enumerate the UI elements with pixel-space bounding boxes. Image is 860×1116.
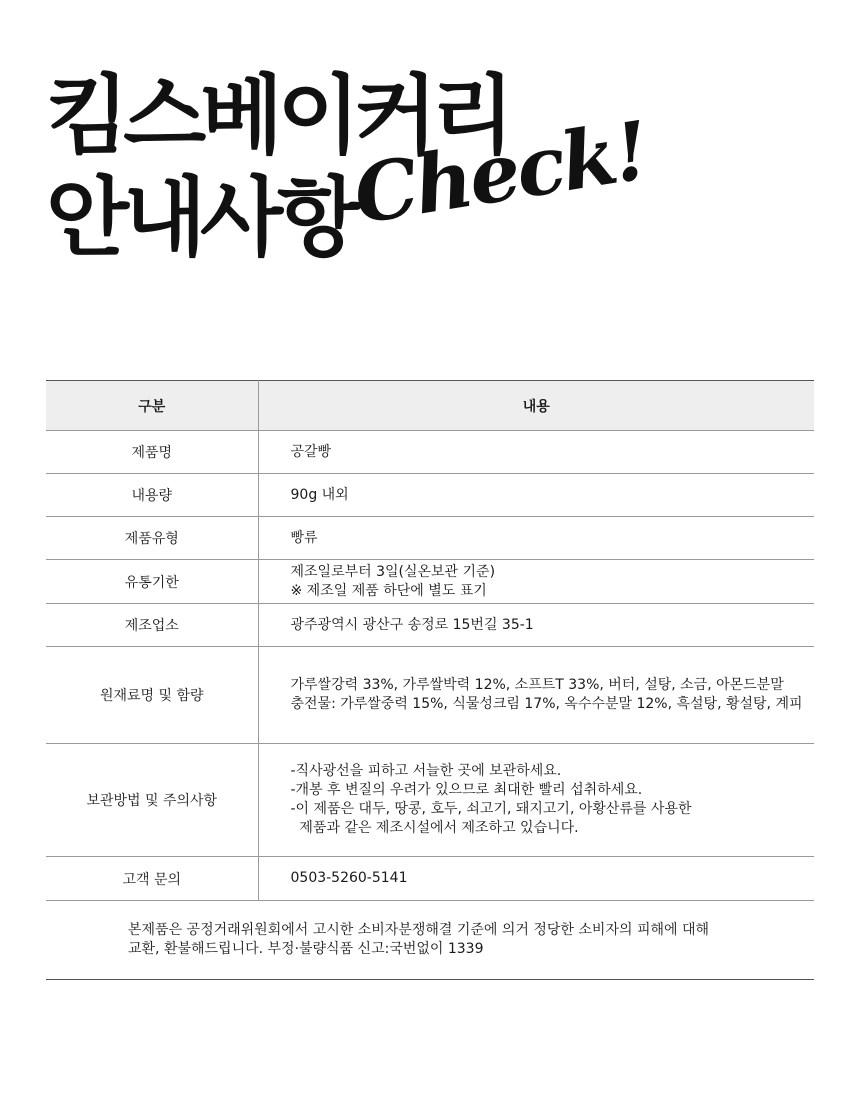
column-header-category: 구분	[46, 381, 258, 431]
table-row	[46, 517, 814, 560]
table-row	[46, 431, 814, 474]
row-value: 가루쌀강력 33%, 가루쌀박력 12%, 소프트T 33%, 버터, 설탕, 소금, 아몬드분말 충전물: 가루쌀중력 15%, 식물성크림 17%, 옥수수분말 12%, 흑설탕, 황설탕, 계피	[258, 647, 814, 744]
row-value: 90g 내외	[258, 474, 814, 517]
refund-notice-text: 본제품은 공정거래위원회에서 고시한 소비자분쟁해결 기준에 의거 정당한 소비자의 피해에 대해 교환, 환불해드립니다. 부정·불량식품 신고:국번없이 1339	[46, 901, 814, 980]
row-label: 유통기한	[46, 560, 258, 604]
row-value: 광주광역시 광산구 송정로 15번길 35-1	[258, 604, 814, 647]
table-row	[46, 560, 814, 604]
row-label: 고객 문의	[46, 857, 258, 901]
table-row	[46, 474, 814, 517]
table-row	[46, 857, 814, 901]
row-value: 제조일로부터 3일(실온보관 기준) ※ 제조일 제품 하단에 별도 표기	[258, 560, 814, 604]
product-info-table	[46, 380, 814, 980]
column-header-content: 내용	[258, 381, 814, 431]
page-title-line-1: 킴스베이커리	[46, 66, 509, 166]
row-value: -직사광선을 피하고 서늘한 곳에 보관하세요. -개봉 후 변질의 우려가 있으므로 최대한 빨리 섭취하세요. -이 제품은 대두, 땅콩, 호두, 쇠고기, 돼지고기, 아황산류를 사용한 제품과 같은 제조시설에서 제조하고 있습니다.	[258, 744, 814, 857]
row-value: 공갈빵	[258, 431, 814, 474]
check-script-text: Check!	[347, 103, 653, 242]
row-label: 제조업소	[46, 604, 258, 647]
table-header-row	[46, 381, 814, 431]
row-value: 0503-5260-5141	[258, 857, 814, 901]
table-row	[46, 744, 814, 857]
table-row	[46, 647, 814, 744]
row-value: 빵류	[258, 517, 814, 560]
row-label: 제품명	[46, 431, 258, 474]
table-row	[46, 604, 814, 647]
row-label: 보관방법 및 주의사항	[46, 744, 258, 857]
row-label: 원재료명 및 함량	[46, 647, 258, 744]
notice-row	[46, 901, 814, 980]
row-label: 내용량	[46, 474, 258, 517]
page-title-line-2: 안내사항	[46, 168, 355, 268]
row-label: 제품유형	[46, 517, 258, 560]
